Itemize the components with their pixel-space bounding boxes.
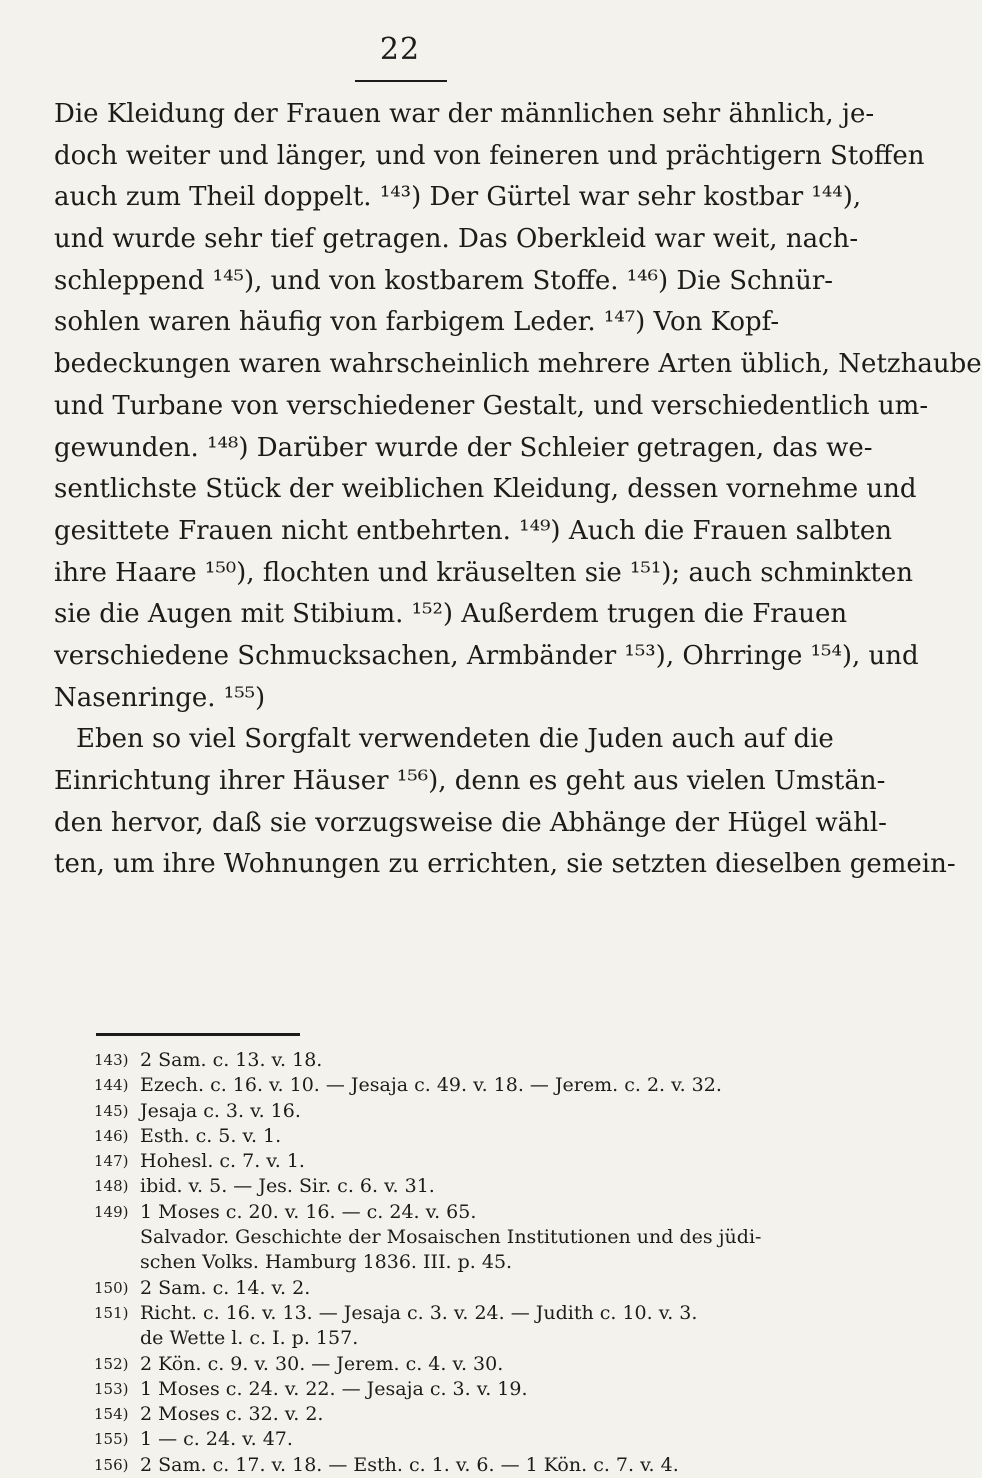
footnote-rule [96,1033,300,1036]
page-number-rule [355,80,447,82]
footnote-number: 151) [94,1303,129,1322]
footnote-number: 154) [94,1405,129,1424]
footnote-text: Richt. c. 16. v. 13. — Jesaja c. 3. v. 24. — Judith c. 10. v. 3. [140,1301,698,1324]
footnote-text: 1 Moses c. 20. v. 16. — c. 24. v. 65. [140,1200,477,1223]
footnote [94,1301,764,1326]
body-line: ten, um ihre Wohnungen zu errichten, sie setzten dieselben gemein- [54,849,956,880]
body-line: doch weiter und länger, und von feineren und prächtigern Stoffen [54,140,925,171]
footnote-number: 152) [94,1354,129,1373]
footnote-text: 2 Kön. c. 9. v. 30. — Jerem. c. 4. v. 30. [140,1352,504,1375]
footnote [94,1250,764,1275]
footnote [94,1099,764,1124]
footnotes [94,1048,764,1478]
body-line: sentlichste Stück der weiblichen Kleidung, dessen vornehme und [54,474,917,505]
footnote-text: de Wette l. c. I. p. 157. [140,1327,359,1350]
body-line: und wurde sehr tief getragen. Das Oberkleid war weit, nach- [54,224,859,255]
footnote-number: 148) [94,1177,129,1196]
footnote-text: 2 Sam. c. 17. v. 18. — Esth. c. 1. v. 6. — 1 Kön. c. 7. v. 4. [140,1453,679,1476]
body-line: Nasenringe. ¹⁵⁵) [54,682,266,713]
body-line: Eben so viel Sorgfalt verwendeten die Juden auch auf die [76,724,834,755]
footnote-number: 144) [94,1076,129,1095]
body-line: und Turbane von verschiedener Gestalt, und verschiedentlich um- [54,390,929,421]
body-line: auch zum Theil doppelt. ¹⁴³) Der Gürtel war sehr kostbar ¹⁴⁴), [54,182,862,213]
footnote-text: 1 Moses c. 24. v. 22. — Jesaja c. 3. v. 19. [140,1377,528,1400]
footnote [94,1326,764,1351]
footnote-text: 2 Moses c. 32. v. 2. [140,1403,324,1426]
footnote-number: 150) [94,1278,129,1297]
footnote-text: Ezech. c. 16. v. 10. — Jesaja c. 49. v. 18. — Jerem. c. 2. v. 32. [140,1074,722,1097]
footnote-text: Esth. c. 5. v. 1. [140,1124,282,1147]
body-line: schleppend ¹⁴⁵), und von kostbarem Stoffe. ¹⁴⁶) Die Schnür- [54,265,834,296]
footnote [94,1352,764,1377]
body-line: verschiedene Schmucksachen, Armbänder ¹⁵³), Ohrringe ¹⁵⁴), und [54,640,919,671]
footnote-text: Salvador. Geschichte der Mosaischen Institutionen und des jüdi- [140,1226,762,1249]
footnote-text: schen Volks. Hamburg 1836. III. p. 45. [140,1251,513,1274]
footnote-text: 2 Sam. c. 14. v. 2. [140,1276,311,1299]
footnote-number: 153) [94,1379,129,1398]
footnote-number: 143) [94,1051,129,1069]
footnote-number: 145) [94,1101,129,1120]
footnote-number: 149) [94,1202,129,1221]
footnote-number: 146) [94,1126,129,1145]
footnote [94,1427,764,1452]
body-line: den hervor, daß sie vorzugsweise die Abhänge der Hügel wähl- [54,807,887,838]
footnote [94,1124,764,1149]
body-line: sohlen waren häufig von farbigem Leder. ¹⁴⁷) Von Kopf- [54,307,780,338]
footnote-text: Jesaja c. 3. v. 16. [140,1099,301,1122]
footnote-text: Hohesl. c. 7. v. 1. [140,1150,305,1173]
footnote [94,1200,764,1225]
body-line: gewunden. ¹⁴⁸) Darüber wurde der Schleier getragen, das we- [54,432,873,463]
footnote-number: 155) [94,1430,129,1449]
body-line: sie die Augen mit Stibium. ¹⁵²) Außerdem trugen die Frauen [54,599,848,630]
body-line: gesittete Frauen nicht entbehrten. ¹⁴⁹) Auch die Frauen salbten [54,515,893,546]
footnote-number: 147) [94,1152,129,1171]
footnote-text: ibid. v. 5. — Jes. Sir. c. 6. v. 31. [140,1175,435,1198]
footnote-text: 2 Sam. c. 13. v. 18. [140,1049,323,1071]
body-line: Die Kleidung der Frauen war der männlichen sehr ähnlich, je- [54,99,875,129]
footnote [94,1048,764,1073]
footnote [94,1073,764,1098]
footnote [94,1453,764,1478]
footnote [94,1377,764,1402]
footnote-text: 1 — c. 24. v. 47. [140,1428,293,1451]
page-number: 22 [379,32,421,67]
footnote-number: 156) [94,1455,129,1474]
footnote [94,1174,764,1199]
body-line: ihre Haare ¹⁵⁰), flochten und kräuselten sie ¹⁵¹); auch schminkten [54,557,913,588]
footnote [94,1276,764,1301]
footnote [94,1149,764,1174]
footnote [94,1225,764,1250]
body-line: bedeckungen waren wahrscheinlich mehrere Arten üblich, Netzhaube [54,349,982,380]
footnote [94,1402,764,1427]
body-text [54,94,982,886]
body-line: Einrichtung ihrer Häuser ¹⁵⁶), denn es geht aus vielen Umstän- [54,766,886,796]
